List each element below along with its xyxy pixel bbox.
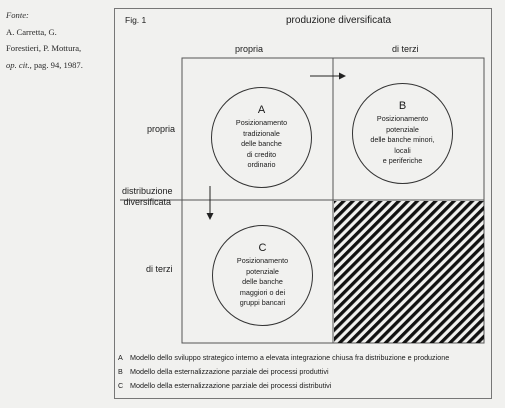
legend-text-c: Modello della esternalizzazione parziale dei processi distributivi	[130, 381, 332, 390]
quadrant-a-line: tradizionale	[243, 128, 280, 138]
quadrant-b-line: potenziale	[386, 124, 419, 134]
row-header-propria: propria	[147, 124, 176, 134]
legend-key-a: A	[118, 353, 123, 362]
quadrant-c-line: potenziale	[246, 266, 279, 276]
source-label: Fonte:	[6, 10, 29, 20]
column-header-propria: propria	[235, 44, 264, 54]
quadrant-c-line: Posizionamento	[236, 256, 289, 266]
quadrant-c-line: gruppi bancari	[239, 298, 286, 308]
quadrant-b-line: delle banche minori,	[370, 135, 435, 145]
column-axis-title: produzione diversificata	[286, 15, 392, 26]
quadrant-a-circle	[211, 87, 312, 188]
row-axis-title-line-1: distribuzione	[122, 186, 173, 196]
source-page: , pag. 94, 1987.	[29, 59, 83, 70]
quadrant-c-line: delle banche	[242, 277, 283, 287]
quadrant-c-letter: C	[258, 242, 267, 255]
row-header-di-terzi: di terzi	[146, 264, 173, 274]
row-axis-title-line-2: diversificata	[123, 197, 172, 207]
legend-item-a	[118, 353, 449, 362]
source-op-cit: op. cit.	[6, 59, 30, 70]
quadrant-b-circle	[352, 83, 453, 184]
row-axis-title	[122, 186, 173, 208]
quadrant-c-line: maggiori o dei	[239, 287, 286, 297]
quadrant-b-letter: B	[398, 100, 407, 113]
quadrant-a-line: ordinario	[247, 160, 276, 170]
legend-text-a: Modello dello sviluppo strategico interno a elevata integrazione chiusa fra distribuzione e produzione	[130, 353, 450, 362]
source-authors-line-1: A. Carretta, G.	[6, 26, 57, 37]
quadrant-a-line: Posizionamento	[235, 118, 288, 128]
legend-item-b	[118, 367, 329, 376]
hatched-quadrant	[334, 201, 484, 343]
legend-key-b: B	[118, 367, 123, 376]
quadrant-a-line: delle banche	[241, 139, 282, 149]
figure-label: Fig. 1	[125, 15, 147, 25]
legend-item-c	[118, 381, 331, 390]
legend-text-b: Modello della esternalizzazione parziale dei processi produttivi	[130, 367, 329, 376]
column-header-di-terzi: di terzi	[392, 44, 419, 54]
source-authors-line-2: Forestieri, P. Mottura,	[6, 43, 82, 53]
quadrant-b-line: Posizionamento	[376, 114, 429, 124]
legend-key-c: C	[118, 381, 124, 390]
quadrant-a-line: di credito	[246, 149, 277, 159]
quadrant-b-line: locali	[394, 145, 411, 155]
quadrant-c-circle	[212, 225, 313, 326]
quadrant-a-letter: A	[257, 104, 266, 117]
quadrant-b-line: e periferiche	[382, 156, 423, 166]
